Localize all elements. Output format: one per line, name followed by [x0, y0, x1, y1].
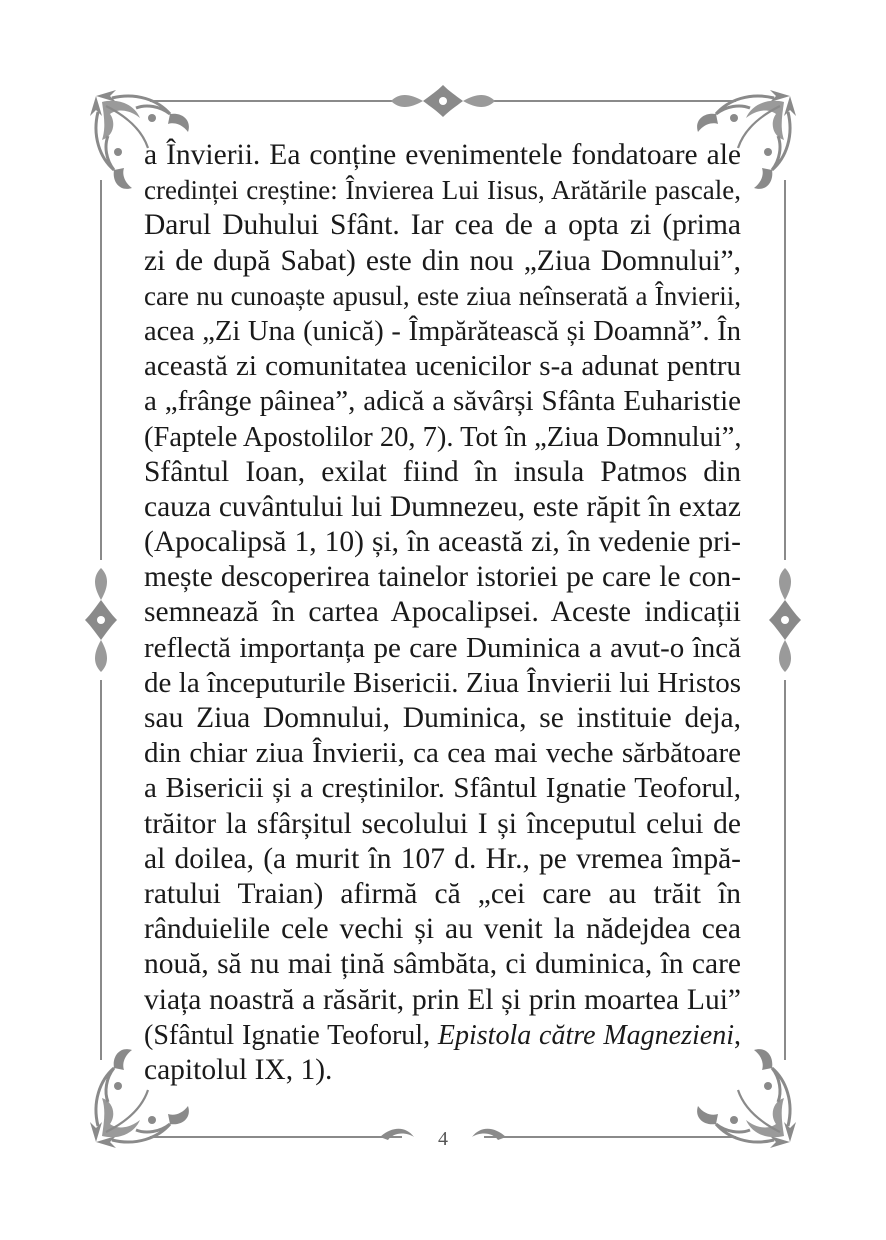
text-line: Darul Duhului Sfânt. Iar cea de a opta zi (prima [144, 209, 741, 242]
text-line: semnează în cartea Apocalipsei. Aceste indicații [144, 596, 741, 629]
text-line: credinței creștine: Învierea Lui Iisus, Arătările pascale, [144, 175, 741, 206]
text-line: această zi comunitatea ucenicilor s-a adunat pentru [144, 350, 741, 383]
text-line: zi de după Sabat) este din nou „Ziua Domnului”, [144, 244, 741, 277]
text-line: a Învierii. Ea conține evenimentele fondatoare ale [144, 139, 741, 171]
body-text [144, 138, 741, 1088]
text-line: nouă, să nu mai țină sâmbăta, ci duminica, în care [144, 948, 741, 981]
text-line: rânduielile cele vechi și au venit la nădejdea cea [144, 913, 741, 946]
citation-suffix: , [734, 1019, 741, 1051]
text-line: din chiar ziua Învierii, ca cea mai veche sărbătoare [144, 737, 741, 770]
text-line: a „frânge pâinea”, adică a săvârși Sfânta Euharistie [144, 385, 741, 418]
text-line: cauza cuvântului lui Dumnezeu, este răpit în extaz [144, 490, 741, 523]
citation-title: Epistola către Magnezieni [437, 1019, 734, 1051]
text-line-citation [144, 1018, 741, 1053]
page-number: 4 [438, 1128, 448, 1150]
text-line: acea „Zi Una (unică) - Împărătească și Doamnă”. În [144, 315, 741, 347]
text-line: reflectă importanța pe care Duminica a avut-o încă [144, 631, 741, 664]
text-line: trăitor la sfârșitul secolului I și începutul celui de [144, 807, 741, 840]
text-line: care nu cunoaște apusul, este ziua neînserată a Învierii, [144, 280, 741, 311]
text-line: mește descoperirea tainelor istoriei pe care le con- [144, 561, 741, 594]
text-line: (Apocalipsă 1, 10) și, în această zi, în vedenie pri- [144, 526, 741, 559]
text-line: ratului Traian) afirmă că „cei care au trăit în [144, 877, 741, 910]
text-line: (Faptele Apostolilor 20, 7). Tot în „Ziua Domnului”, [144, 421, 742, 453]
text-line: viața noastră a răsărit, prin El și prin moartea Lui” [144, 983, 741, 1016]
text-line-last: capitolul IX, 1). [144, 1053, 333, 1086]
citation-prefix: (Sfântul Ignatie Teoforul, [144, 1019, 438, 1051]
text-line: Sfântul Ioan, exilat fiind în insula Patmos din [144, 455, 741, 488]
text-line: de la începuturile Bisericii. Ziua Învierii lui Hristos [144, 666, 741, 699]
text-line: sau Ziua Domnului, Duminica, se instituie deja, [144, 702, 741, 734]
text-line: al doilea, (a murit în 107 d. Hr., pe vremea împă- [144, 842, 741, 875]
text-line: a Bisericii și a creștinilor. Sfântul Ignatie Teoforul, [144, 772, 741, 805]
